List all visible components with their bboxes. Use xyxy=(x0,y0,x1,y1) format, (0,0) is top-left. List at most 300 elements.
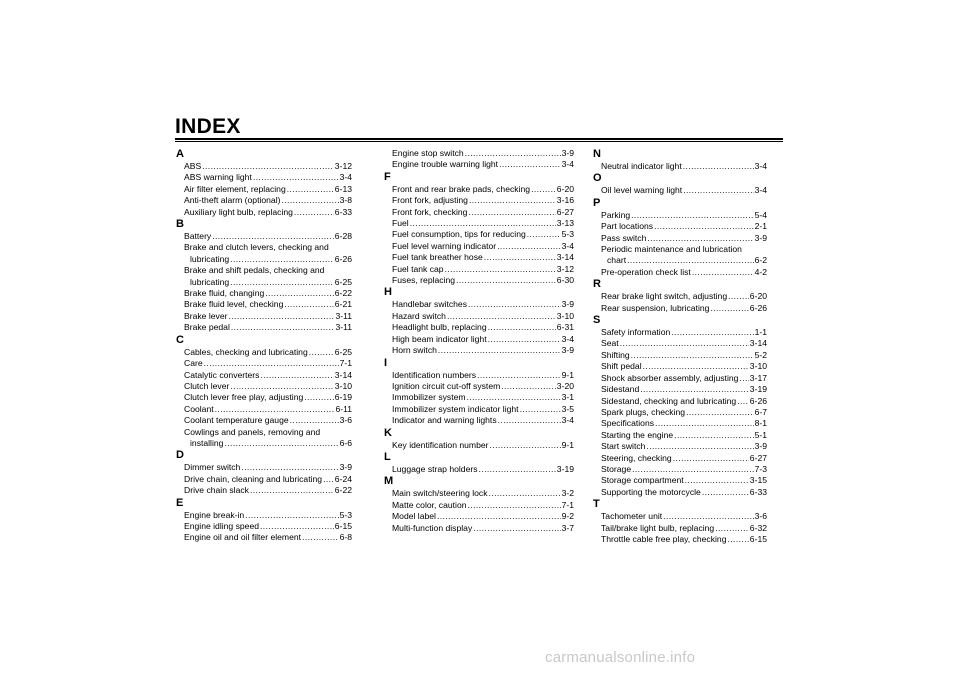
entry-text: Engine break-in xyxy=(184,509,245,520)
index-entry xyxy=(176,392,352,403)
entry-page-number: 3-14 xyxy=(334,369,352,380)
entry-text: Clutch lever free play, adjusting xyxy=(184,392,304,403)
entry-text: installing xyxy=(190,437,224,448)
entry-text: Oil level warning light xyxy=(601,185,683,196)
dot-leader xyxy=(490,440,561,451)
dot-leader xyxy=(260,521,334,532)
entry-page-number: 6-6 xyxy=(339,437,352,448)
index-entry xyxy=(384,523,574,534)
entry-page-number: 3-1 xyxy=(561,392,574,403)
entry-text: Coolant xyxy=(184,403,214,414)
entry-text: chart xyxy=(607,255,627,266)
index-entry xyxy=(176,161,352,172)
entry-text: Fuel consumption, tips for reducing xyxy=(392,229,526,240)
dot-leader xyxy=(204,358,339,369)
entry-page-number: 3-4 xyxy=(754,161,767,171)
dot-leader xyxy=(631,210,753,221)
section-letter: M xyxy=(384,475,394,488)
entry-page-number: 3-4 xyxy=(339,172,352,183)
entry-page-number: 3-9 xyxy=(561,148,574,158)
entry-text: Luggage strap holders xyxy=(392,463,478,474)
dot-leader xyxy=(323,474,334,485)
entry-page-number: 3-2 xyxy=(561,488,574,499)
index-entry xyxy=(384,345,574,356)
dot-leader xyxy=(654,221,754,232)
dot-leader xyxy=(447,311,556,322)
entry-text: Start switch xyxy=(601,441,646,452)
entry-text: Engine idling speed xyxy=(184,520,260,531)
dot-leader xyxy=(627,255,753,266)
section-letter: R xyxy=(593,278,601,291)
dot-leader xyxy=(294,207,334,218)
entry-text: Rear suspension, lubricating xyxy=(601,302,710,313)
entry-page-number: 6-26 xyxy=(749,302,767,313)
entry-page-number: 5-4 xyxy=(754,209,767,220)
dot-leader xyxy=(498,415,561,426)
entry-page-number: 3-5 xyxy=(561,403,574,414)
dot-leader xyxy=(710,303,748,314)
dot-leader xyxy=(683,161,754,172)
entry-text: Periodic maintenance and lubrication xyxy=(601,244,742,255)
index-entry xyxy=(176,510,352,521)
index-entry xyxy=(384,275,574,286)
entry-text: Fuses, replacing xyxy=(392,275,456,286)
entry-text: Supporting the motorcycle xyxy=(601,486,701,497)
entry-page-number: 6-26 xyxy=(334,253,352,264)
entry-page-number: 3-4 xyxy=(561,159,574,170)
entry-text: Handlebar switches xyxy=(392,299,467,310)
entry-text: Part locations xyxy=(601,221,654,232)
entry-text: High beam indicator light xyxy=(392,333,487,344)
dot-leader xyxy=(231,322,335,333)
dot-leader xyxy=(702,487,749,498)
entry-text: Auxiliary light bulb, replacing xyxy=(184,206,293,217)
dot-leader xyxy=(531,184,556,195)
index-entry xyxy=(593,523,767,534)
dot-leader xyxy=(640,384,749,395)
index-entry xyxy=(176,474,352,485)
entry-text: Storage compartment xyxy=(601,475,684,486)
entry-text: Safety information xyxy=(601,327,671,338)
entry-text: Neutral indicator light xyxy=(601,161,682,171)
index-entry xyxy=(593,338,767,349)
dot-leader xyxy=(253,172,339,183)
entry-text: Engine trouble warning light xyxy=(392,159,499,170)
index-entry xyxy=(593,233,767,244)
entry-page-number: 6-33 xyxy=(749,486,767,497)
dot-leader xyxy=(260,370,333,381)
entry-page-number: 6-20 xyxy=(556,183,574,194)
dot-leader xyxy=(520,404,561,415)
entry-page-number: 3-9 xyxy=(754,232,767,243)
entry-page-number: 3-12 xyxy=(556,263,574,274)
index-entry xyxy=(593,464,767,475)
index-entry xyxy=(384,404,574,415)
entry-page-number: 5-2 xyxy=(754,349,767,360)
dot-leader xyxy=(281,195,338,206)
entry-page-number: 2-1 xyxy=(754,221,767,232)
entry-page-number: 1-1 xyxy=(754,327,767,338)
section-letter: T xyxy=(593,498,600,511)
section-letter: F xyxy=(384,170,391,183)
dot-leader xyxy=(527,229,561,240)
index-entry xyxy=(384,311,574,322)
section-letter: H xyxy=(384,286,392,299)
entry-text: Key identification number xyxy=(392,439,489,450)
dot-leader xyxy=(489,488,561,499)
index-entry xyxy=(176,195,352,206)
entry-text: Throttle cable free play, checking xyxy=(601,533,727,544)
dot-leader xyxy=(468,207,555,218)
index-entry xyxy=(176,311,352,322)
dot-leader xyxy=(473,523,560,534)
section-letter: I xyxy=(384,356,388,369)
index-entry xyxy=(384,511,574,522)
index-entry xyxy=(384,241,574,252)
index-entry xyxy=(593,430,767,441)
entry-page-number: 6-25 xyxy=(334,276,352,287)
dot-leader xyxy=(465,148,561,159)
index-entry xyxy=(384,322,574,333)
index-entry xyxy=(593,210,767,221)
dot-leader xyxy=(224,438,338,449)
section-letter: A xyxy=(176,148,184,160)
entry-text: Main switch/steering lock xyxy=(392,488,488,499)
entry-page-number: 6-30 xyxy=(556,275,574,286)
entry-text: Brake fluid, changing xyxy=(184,288,265,299)
index-entry xyxy=(593,511,767,522)
index-entry xyxy=(384,207,574,218)
entry-page-number: 6-27 xyxy=(749,452,767,463)
entry-page-number: 3-11 xyxy=(335,322,352,333)
entry-page-number: 3-14 xyxy=(556,252,574,263)
dot-leader xyxy=(728,291,749,302)
entry-page-number: 3-10 xyxy=(556,310,574,321)
entry-page-number: 5-3 xyxy=(561,229,574,240)
entry-text: Sidestand, checking and lubricating xyxy=(601,395,737,406)
dot-leader xyxy=(501,381,556,392)
dot-leader xyxy=(309,347,334,358)
entry-page-number: 3-15 xyxy=(749,475,767,486)
dot-leader xyxy=(287,184,334,195)
entry-page-number: 6-26 xyxy=(749,395,767,406)
entry-page-number: 3-9 xyxy=(339,462,352,473)
entry-page-number: 3-10 xyxy=(749,361,767,372)
section-letter: C xyxy=(176,333,184,346)
index-entry xyxy=(384,229,574,240)
entry-page-number: 5-1 xyxy=(754,429,767,440)
index-entry xyxy=(593,244,767,267)
index-entry xyxy=(384,218,574,229)
entry-text: Horn switch xyxy=(392,345,437,356)
index-entry xyxy=(593,407,767,418)
entry-text: Immobilizer system indicator light xyxy=(392,403,519,414)
entry-page-number: 3-19 xyxy=(556,463,574,474)
entry-page-number: 3-4 xyxy=(561,415,574,426)
index-entry xyxy=(384,392,574,403)
index-entry xyxy=(176,322,352,333)
entry-page-number: 3-4 xyxy=(754,185,767,196)
entry-page-number: 3-8 xyxy=(339,195,352,206)
index-entry xyxy=(176,404,352,415)
section-letter: E xyxy=(176,496,184,509)
entry-text: Pre-operation check list xyxy=(601,266,691,277)
index-entry xyxy=(384,500,574,511)
entry-page-number: 3-19 xyxy=(749,384,767,395)
entry-page-number: 3-12 xyxy=(334,161,352,171)
entry-text: Tachometer unit xyxy=(601,511,663,522)
entry-text: Care xyxy=(184,358,203,369)
entry-text: ABS xyxy=(184,161,202,171)
index-entry xyxy=(176,242,352,265)
dot-leader xyxy=(230,381,333,392)
entry-text: Model label xyxy=(392,511,436,522)
index-entry xyxy=(593,453,767,464)
entry-page-number: 7-1 xyxy=(339,358,352,369)
index-entry xyxy=(176,358,352,369)
entry-page-number: 3-16 xyxy=(556,195,574,206)
index-entry xyxy=(384,148,574,159)
entry-page-number: 3-6 xyxy=(339,415,352,426)
entry-page-number: 6-11 xyxy=(335,403,352,414)
dot-leader xyxy=(643,361,749,372)
dot-leader xyxy=(715,523,749,534)
entry-page-number: 9-1 xyxy=(561,439,574,450)
entry-text: Front fork, adjusting xyxy=(392,195,468,206)
entry-text: lubricating xyxy=(190,253,230,264)
entry-text: Clutch lever xyxy=(184,380,230,391)
dot-leader xyxy=(632,464,753,475)
section-letter: S xyxy=(593,314,601,327)
entry-page-number: 8-1 xyxy=(754,418,767,429)
entry-page-number: 3-14 xyxy=(749,338,767,349)
dot-leader xyxy=(202,161,334,172)
entry-text: Drive chain, cleaning and lubricating xyxy=(184,473,323,484)
entry-text: Identification numbers xyxy=(392,369,477,380)
dot-leader xyxy=(647,233,753,244)
entry-text: Storage xyxy=(601,463,632,474)
index-entry xyxy=(593,291,767,302)
entry-page-number: 3-6 xyxy=(754,511,767,522)
index-entry xyxy=(593,373,767,384)
dot-leader xyxy=(469,195,556,206)
entry-page-number: 6-27 xyxy=(556,206,574,217)
index-entry xyxy=(593,350,767,361)
entry-text: Steering, checking xyxy=(601,452,672,463)
entry-page-number: 6-15 xyxy=(334,520,352,531)
dot-leader xyxy=(468,500,561,511)
dot-leader xyxy=(250,485,334,496)
index-entry xyxy=(176,532,352,543)
index-entry xyxy=(593,396,767,407)
dot-leader xyxy=(671,327,753,338)
dot-leader xyxy=(620,338,749,349)
entry-page-number: 6-7 xyxy=(754,406,767,417)
entry-page-number: 4-2 xyxy=(754,266,767,277)
dot-leader xyxy=(230,277,334,288)
entry-page-number: 6-28 xyxy=(334,231,352,242)
entry-text: Anti-theft alarm (optional) xyxy=(184,195,281,206)
dot-leader xyxy=(479,464,556,475)
entry-page-number: 6-22 xyxy=(334,288,352,299)
index-entry xyxy=(384,159,574,170)
entry-page-number: 3-11 xyxy=(335,310,352,321)
entry-page-number: 6-22 xyxy=(334,485,352,496)
dot-leader xyxy=(663,511,753,522)
entry-page-number: 3-10 xyxy=(334,380,352,391)
dot-leader xyxy=(241,462,338,473)
index-entry xyxy=(593,221,767,232)
entry-page-number: 7-3 xyxy=(754,463,767,474)
index-entry xyxy=(176,485,352,496)
entry-text: ABS warning light xyxy=(184,172,252,183)
index-entry xyxy=(176,265,352,288)
index-entry xyxy=(176,521,352,532)
entry-text: Front fork, checking xyxy=(392,206,468,217)
index-entry xyxy=(384,381,574,392)
index-entry xyxy=(384,488,574,499)
entry-text: Brake fluid level, checking xyxy=(184,299,284,310)
index-entry xyxy=(593,327,767,338)
index-entry xyxy=(593,418,767,429)
index-entry xyxy=(593,361,767,372)
index-entry xyxy=(176,427,352,450)
index-entry xyxy=(384,415,574,426)
dot-leader xyxy=(497,241,560,252)
index-entry xyxy=(176,299,352,310)
dot-leader xyxy=(739,373,748,384)
entry-text: Seat xyxy=(601,338,619,349)
dot-leader xyxy=(499,159,561,170)
dot-leader xyxy=(302,532,339,543)
entry-text: Brake and shift pedals, checking and xyxy=(184,265,325,276)
dot-leader xyxy=(737,396,749,407)
entry-page-number: 6-32 xyxy=(749,522,767,533)
index-entry xyxy=(384,370,574,381)
section-letter: K xyxy=(384,426,392,439)
dot-leader xyxy=(646,441,753,452)
dot-leader xyxy=(437,511,561,522)
watermark: carmanualsonline.info xyxy=(545,649,696,666)
dot-leader xyxy=(215,404,335,415)
entry-text: Brake pedal xyxy=(184,322,230,333)
entry-text: Brake lever xyxy=(184,310,228,321)
index-entry xyxy=(593,441,767,452)
dot-leader xyxy=(467,392,561,403)
section-letter: N xyxy=(593,148,601,160)
dot-leader xyxy=(290,415,339,426)
entry-text: Cowlings and panels, removing and xyxy=(184,426,321,437)
dot-leader xyxy=(265,288,334,299)
entry-page-number: 7-1 xyxy=(561,499,574,510)
entry-text: Specifications xyxy=(601,418,655,429)
dot-leader xyxy=(686,407,754,418)
entry-text: Shift pedal xyxy=(601,361,642,372)
entry-text: Fuel xyxy=(392,218,409,229)
index-column-1 xyxy=(176,148,352,544)
dot-leader xyxy=(674,430,753,441)
index-entry xyxy=(593,487,767,498)
entry-text: Indicator and warning lights xyxy=(392,415,497,426)
index-entry xyxy=(176,370,352,381)
dot-leader xyxy=(438,345,561,356)
entry-text: Pass switch xyxy=(601,232,647,243)
entry-page-number: 6-2 xyxy=(754,255,767,266)
dot-leader xyxy=(284,299,333,310)
index-entry xyxy=(384,264,574,275)
section-letter: P xyxy=(593,196,601,209)
dot-leader xyxy=(655,418,754,429)
entry-text: Brake and clutch levers, checking and xyxy=(184,242,329,253)
page-title: INDEX xyxy=(175,115,241,138)
index-column-2 xyxy=(384,148,574,534)
entry-text: Coolant temperature gauge xyxy=(184,415,289,426)
entry-text: Hazard switch xyxy=(392,310,446,321)
dot-leader xyxy=(245,510,338,521)
index-entry xyxy=(593,303,767,314)
index-entry xyxy=(176,288,352,299)
entry-page-number: 6-19 xyxy=(334,392,352,403)
entry-text: Fuel tank cap xyxy=(392,263,444,274)
entry-text: Sidestand xyxy=(601,384,640,395)
dot-leader xyxy=(304,392,334,403)
index-entry xyxy=(176,381,352,392)
index-entry xyxy=(593,185,767,196)
entry-page-number: 6-20 xyxy=(749,291,767,302)
dot-leader xyxy=(673,453,749,464)
entry-text: Shifting xyxy=(601,349,630,360)
entry-text: Engine oil and oil filter element xyxy=(184,532,302,543)
dot-leader xyxy=(445,264,556,275)
entry-page-number: 6-25 xyxy=(334,346,352,357)
index-entry xyxy=(384,299,574,310)
section-letter: L xyxy=(384,450,391,463)
index-entry xyxy=(384,184,574,195)
dot-leader xyxy=(685,475,749,486)
dot-leader xyxy=(683,185,753,196)
index-entry xyxy=(176,184,352,195)
entry-text: Rear brake light switch, adjusting xyxy=(601,291,728,302)
dot-leader xyxy=(692,267,754,278)
entry-page-number: 5-3 xyxy=(339,509,352,520)
entry-page-number: 3-4 xyxy=(561,333,574,344)
entry-text: Drive chain slack xyxy=(184,485,249,496)
dot-leader xyxy=(631,350,754,361)
index-entry xyxy=(176,172,352,183)
entry-page-number: 6-33 xyxy=(334,206,352,217)
dot-leader xyxy=(410,218,556,229)
entry-page-number: 6-21 xyxy=(334,299,352,310)
entry-text: Cables, checking and lubricating xyxy=(184,346,308,357)
index-entry xyxy=(176,207,352,218)
dot-leader xyxy=(212,231,334,242)
dot-leader xyxy=(484,252,556,263)
section-letter: D xyxy=(176,449,184,462)
entry-text: Front and rear brake pads, checking xyxy=(392,183,531,194)
entry-text: Fuel level warning indicator xyxy=(392,240,497,251)
index-entry xyxy=(176,231,352,242)
entry-page-number: 3-20 xyxy=(556,380,574,391)
entry-text: lubricating xyxy=(190,276,230,287)
entry-text: Starting the engine xyxy=(601,429,674,440)
dot-leader xyxy=(456,275,556,286)
entry-page-number: 3-9 xyxy=(754,441,767,452)
index-column-3 xyxy=(593,148,767,545)
dot-leader xyxy=(488,334,561,345)
dot-leader xyxy=(727,534,748,545)
dot-leader xyxy=(477,370,561,381)
index-entry xyxy=(384,334,574,345)
